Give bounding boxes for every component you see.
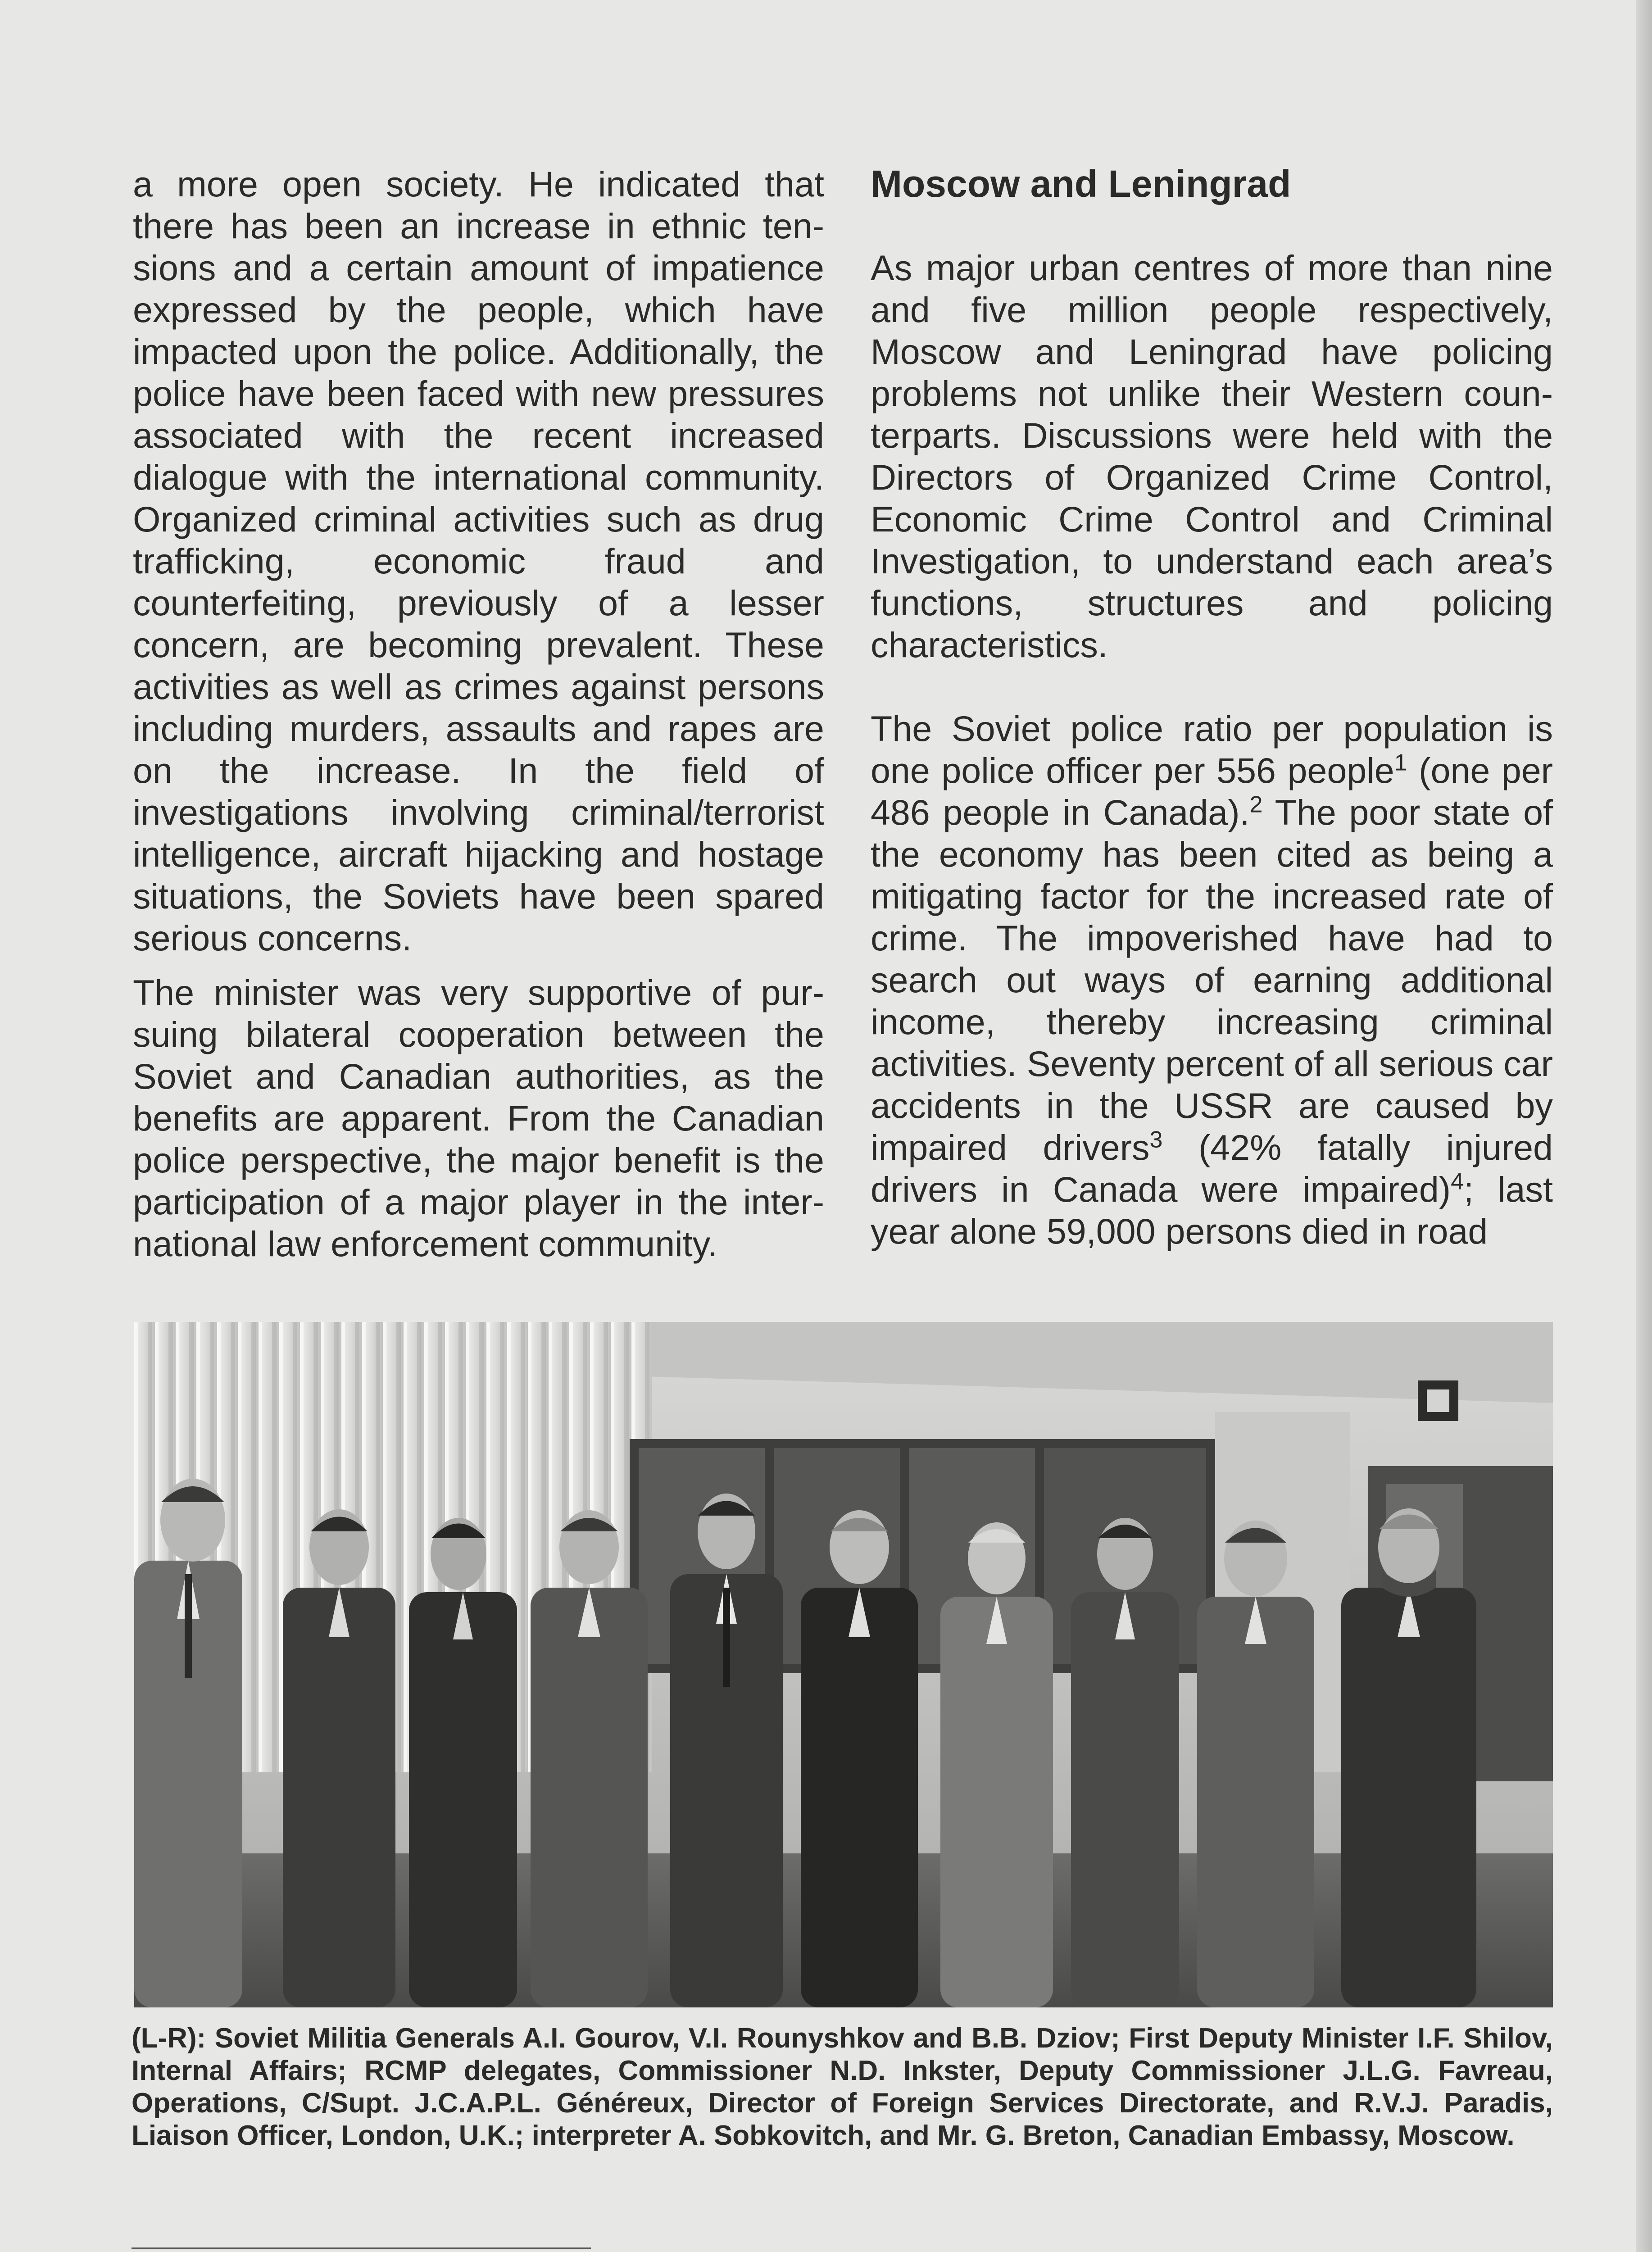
left-paragraph-2: The minister was very supportive of pursuing bilateral cooperation between the Soviet and Canadian authorities, as the benefits are apparent. From the Canadian police perspective, the major benefit is the participation of a major player in the international law enforcement community. (133, 972, 824, 1264)
footnote-ref-4: 4 (1451, 1168, 1464, 1195)
photo-caption: (L-R): Soviet Militia Generals A.I. Gourov, V.I. Rounyshkov and B.B. Dziov; First Deputy Minister I.F. Shilov, Internal Affairs; RCMP delegates, Commissioner N.D. Inkster, Deputy Commissioner J.L.G. Favreau, Operations, C/Supt. J.C.A.P.L. Généreux, Director of Foreign Services Directorate, and R.V.J. Paradis, Liaison Officer, London, U.K.; interpreter A. Sobkovitch, and Mr. G. Breton, Canadian Embassy, Moscow. (132, 2023, 1553, 2151)
left-paragraph-1: a more open society. He indicated that there has been an increase in ethnic tensions and a certain amount of impatience expressed by the people, which have impacted upon the police. Additionally, the police have been faced with new pressures associated with the recent increased dialogue with the international community. Organized criminal activities such as drug trafficking, economic fraud and counterfeiting, previously of a lesser concern, are becoming prevalent. These activities as well as crimes against persons including murders, assaults and rapes are on the increase. In the field of investigations involving criminal/terrorist intelligence, aircraft hijacking and hostage situations, the Soviets have been spared serious concerns. (133, 164, 824, 958)
left-column (133, 163, 824, 1265)
section-heading: Moscow and Leningrad (871, 163, 1291, 205)
right-paragraph-1: As major urban centres of more than nine and five million people respectively, Moscow and Leningrad have policing problems not unlike their Western counterparts. Discussions were held with the Directors of Organized Crime Control, Economic Crime Control and Criminal Investigation, to understand each area’s functions, structures and policing characteristics. (871, 248, 1553, 665)
footnote-ref-3: 3 (1149, 1126, 1163, 1153)
paragraph-text: (one per 486 people in Canada). (871, 750, 1553, 832)
group-photo (134, 1322, 1553, 2007)
footnote-ref-2: 2 (1249, 791, 1263, 818)
paragraph-text: (42% fatally injured drivers in Canada were impaired) (871, 1127, 1553, 1209)
paragraph-text: The poor state of the economy has been cited as being a mitigating factor for the increased rate of crime. The impoverished have had to search out ways of earning additional income, thereby increasing criminal activities. Seventy percent of all serious car accidents in the USSR are caused by impaired drivers (871, 792, 1553, 1167)
right-column (871, 163, 1553, 1252)
footnote-ref-1: 1 (1394, 749, 1407, 776)
paragraph-text: ; last year alone 59,000 persons died in road (871, 1169, 1553, 1251)
right-paragraph-2 (871, 708, 1553, 1252)
footnote-divider (132, 2247, 591, 2249)
paragraph-text: The Soviet police ratio per population is one police officer per 556 people (871, 708, 1553, 790)
page-edge-shadow (1636, 0, 1652, 2252)
